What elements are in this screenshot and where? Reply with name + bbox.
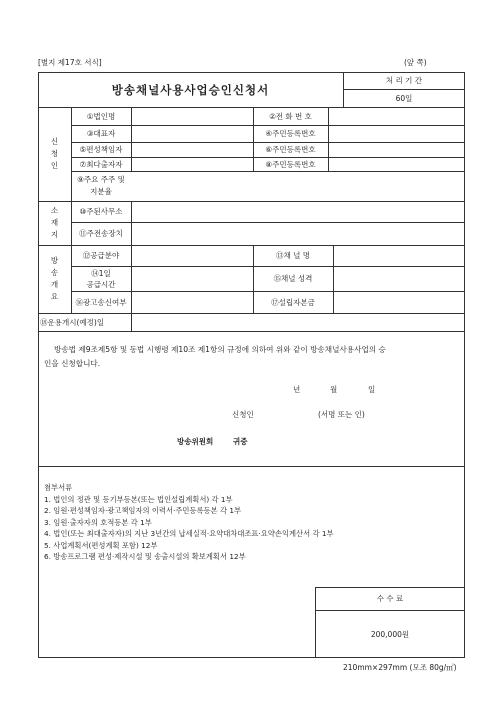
transmission-device-field[interactable]	[132, 223, 464, 244]
form-title: 방송채널사용사업승인신청서	[111, 82, 270, 97]
phone-label: ②전 화 번 호	[269, 111, 312, 121]
attachments-title: 첨부서류	[44, 483, 73, 492]
declaration-text: 방송법 제9조제5항 및 동법 시행령 제10조 제1항의 규정에 의하여 위와 같이 방송채널사용사업의 승 인을 신청합니다.	[44, 345, 386, 368]
program-manager-label: ⑤편성책임자	[79, 145, 123, 154]
channel-name-field[interactable]	[334, 246, 464, 265]
channel-type-label: ⑮채널 성격	[273, 274, 313, 283]
manager-id-field[interactable]	[329, 143, 464, 156]
start-date-label: ⑱운용개시(예정)일	[40, 317, 105, 327]
daily-supply-time-label: ⑭1일 공급시간	[86, 268, 116, 289]
date-day-label: 일	[368, 385, 376, 394]
list-item: 4. 법인(또는 최대출자자)의 지난 3년간의 납세실적·요약대차대조표·요약손익계산서 각 1부	[44, 529, 334, 539]
broadcast-group-label: 방 송 개 요	[50, 256, 59, 301]
processing-period-value: 60일	[395, 93, 413, 103]
largest-investor-field[interactable]	[132, 158, 252, 170]
representative-field[interactable]	[132, 126, 252, 141]
supply-field-label: ⑫공급분야	[82, 251, 120, 260]
main-office-field[interactable]	[132, 202, 464, 221]
applicant-group-label: 신 청 인	[50, 137, 59, 170]
founding-capital-field[interactable]	[334, 292, 464, 312]
date-year-label: 년	[293, 385, 301, 394]
corp-name-label: ①법인명	[86, 111, 116, 121]
major-shareholders-field[interactable]	[132, 172, 464, 200]
date-month-label: 월	[330, 385, 338, 394]
location-group-label: 소 재 지	[50, 206, 59, 239]
channel-name-label: ⑬채 널 명	[275, 251, 310, 260]
representative-label: ③대표자	[86, 129, 116, 138]
rep-id-field[interactable]	[329, 126, 464, 141]
corp-name-field[interactable]	[132, 108, 252, 124]
sign-or-seal-note: (서명 또는 인)	[318, 410, 365, 419]
processing-period-label: 처 리 기 간	[385, 76, 423, 85]
investor-id-field[interactable]	[329, 158, 464, 170]
major-shareholders-label: ⑨주요 주주 및 지분율	[77, 175, 125, 196]
addressee: 방송위원회	[177, 437, 214, 446]
largest-investor-label: ⑦최다출자자	[79, 159, 123, 169]
list-item: 5. 사업계획서(편성계획 포함) 12부	[44, 540, 158, 550]
list-item: 6. 방송프로그램 편성·제작시설 및 송출시설의 확보계획서 12부	[44, 552, 246, 562]
manager-id-label: ⑥주민등록번호	[265, 145, 316, 154]
ad-transmission-field[interactable]	[132, 292, 252, 312]
list-item: 1. 법인의 정관 및 등기부등본(또는 법인설립계획서) 각 1부	[44, 495, 233, 504]
investor-id-label: ⑧주민등록번호	[265, 159, 316, 169]
transmission-device-label: ⑪주전송장치	[79, 229, 123, 238]
phone-field[interactable]	[329, 108, 464, 124]
fee-label: 수 수 료	[376, 594, 404, 603]
applicant-sign-label: 신청인	[232, 410, 254, 419]
daily-supply-time-field[interactable]	[132, 267, 252, 290]
attachments-list	[44, 494, 462, 562]
list-item: 2. 임원·편성책임자·광고책임자의 이력서·주민등록등본 각 1부	[44, 506, 242, 516]
founding-capital-label: ⑰설립자본금	[271, 297, 315, 307]
addressee-suffix: 귀중	[233, 437, 248, 446]
rep-id-label: ④주민등록번호	[265, 129, 316, 138]
form-number: [별지 제17호 서식]	[38, 57, 102, 67]
main-office-label: ⑩주된사무소	[79, 207, 123, 216]
list-item: 3. 임원·출자자의 호적등본 각 1부	[44, 517, 152, 527]
applicant-sign-field[interactable]	[262, 406, 312, 420]
page-side-label: (앞 쪽)	[404, 57, 427, 67]
fee-value: 200,000원	[370, 629, 410, 639]
supply-field-input[interactable]	[132, 246, 252, 265]
channel-type-field[interactable]	[334, 267, 464, 290]
start-date-field[interactable]	[132, 314, 464, 330]
paper-spec: 210mm×297mm (모조 80g/㎡)	[343, 663, 457, 672]
ad-transmission-label: ⑯광고송신여부	[75, 297, 127, 307]
program-manager-field[interactable]	[132, 143, 252, 156]
